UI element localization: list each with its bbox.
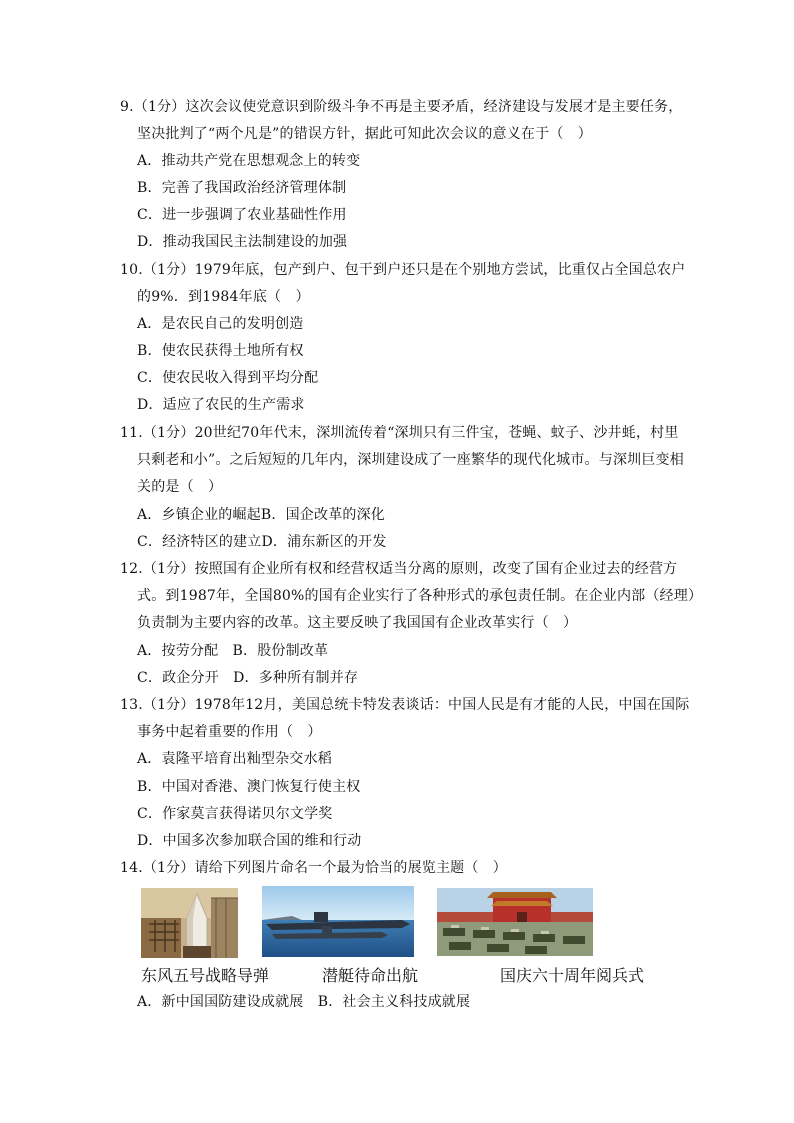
question-11-options-row-1: A．乡镇企业的崛起B．国企改革的深化 xyxy=(137,507,385,523)
question-12-options-row-2: C．政企分开 D．多种所有制并存 xyxy=(137,670,359,686)
question-10-option-a: A．是农民自己的发明创造 xyxy=(137,316,304,332)
question-10-stem-line-2: 的9%．到1984年底（ ） xyxy=(137,289,310,305)
question-11-stem-line-1: 11.（1分）20世纪70年代末，深圳流传着“深圳只有三件宝，苍蝇、蚊子、沙井蚝，村里 xyxy=(120,425,679,441)
question-13-option-d: D．中国多次参加联合国的维和行动 xyxy=(137,833,362,849)
question-11-stem-line-3: 关的是（ ） xyxy=(137,479,223,495)
question-9-stem-line-2: 坚决批判了“两个凡是”的错误方针，据此可知此次会议的意义在于（ ） xyxy=(137,126,592,142)
question-13-stem-line-1: 13.（1分）1978年12月，美国总统卡特发表谈话：中国人民是有才能的人民，中国在国际 xyxy=(120,697,690,713)
question-14-options-row-1: A．新中国国防建设成就展 B．社会主义科技成就展 xyxy=(137,994,471,1010)
question-12-options-row-1: A．按劳分配 B．股份制改革 xyxy=(137,643,329,659)
caption-parade: 国庆六十周年阅兵式 xyxy=(500,966,645,985)
parade-photo xyxy=(437,888,593,956)
question-12-stem-line-1: 12.（1分）按照国有企业所有权和经营权适当分离的原则，改变了国有企业过去的经营方 xyxy=(120,561,678,577)
question-9-stem-line-1: 9.（1分）这次会议使党意识到阶级斗争不再是主要矛盾，经济建设与发展才是主要任务， xyxy=(120,99,683,115)
question-12-stem-line-3: 负责制为主要内容的改革。这主要反映了我国国有企业改革实行（ ） xyxy=(137,615,578,631)
question-12-stem-line-2: 式。到1987年，全国80%的国有企业实行了各种形式的承包责任制。在企业内部（经理） xyxy=(137,588,703,604)
question-10-option-d: D．适应了农民的生产需求 xyxy=(137,397,305,413)
question-9-option-c: C．进一步强调了农业基础性作用 xyxy=(137,207,347,223)
question-13-option-b: B．中国对香港、澳门恢复行使主权 xyxy=(137,779,361,795)
question-10-option-c: C．使农民收入得到平均分配 xyxy=(137,370,319,386)
question-11-stem-line-2: 只剩老和小”。之后短短的几年内，深圳建设成了一座繁华的现代化城市。与深圳巨变相 xyxy=(137,452,684,468)
question-9-option-a: A．推动共产党在思想观念上的转变 xyxy=(137,153,361,169)
caption-missile: 东风五号战略导弹 xyxy=(141,966,270,985)
missile-photo xyxy=(141,888,238,958)
question-14-stem: 14.（1分）请给下列图片命名一个最为恰当的展览主题（ ） xyxy=(120,860,507,876)
question-11-options-row-2: C．经济特区的建立D．浦东新区的开发 xyxy=(137,534,387,550)
caption-submarine: 潜艇待命出航 xyxy=(322,966,419,985)
question-9-option-b: B．完善了我国政治经济管理体制 xyxy=(137,180,347,196)
submarine-photo xyxy=(262,886,414,957)
question-10-option-b: B．使农民获得土地所有权 xyxy=(137,343,304,359)
question-13-stem-line-2: 事务中起着重要的作用（ ） xyxy=(137,724,322,740)
question-13-option-a: A．袁隆平培育出籼型杂交水稻 xyxy=(137,751,332,767)
question-10-stem-line-1: 10.（1分）1979年底，包产到户、包干到户还只是在个别地方尝试，比重仅占全国总农户 xyxy=(120,262,686,278)
question-9-option-d: D．推动我国民主法制建设的加强 xyxy=(137,234,348,250)
question-13-option-c: C．作家莫言获得诺贝尔文学奖 xyxy=(137,806,333,822)
